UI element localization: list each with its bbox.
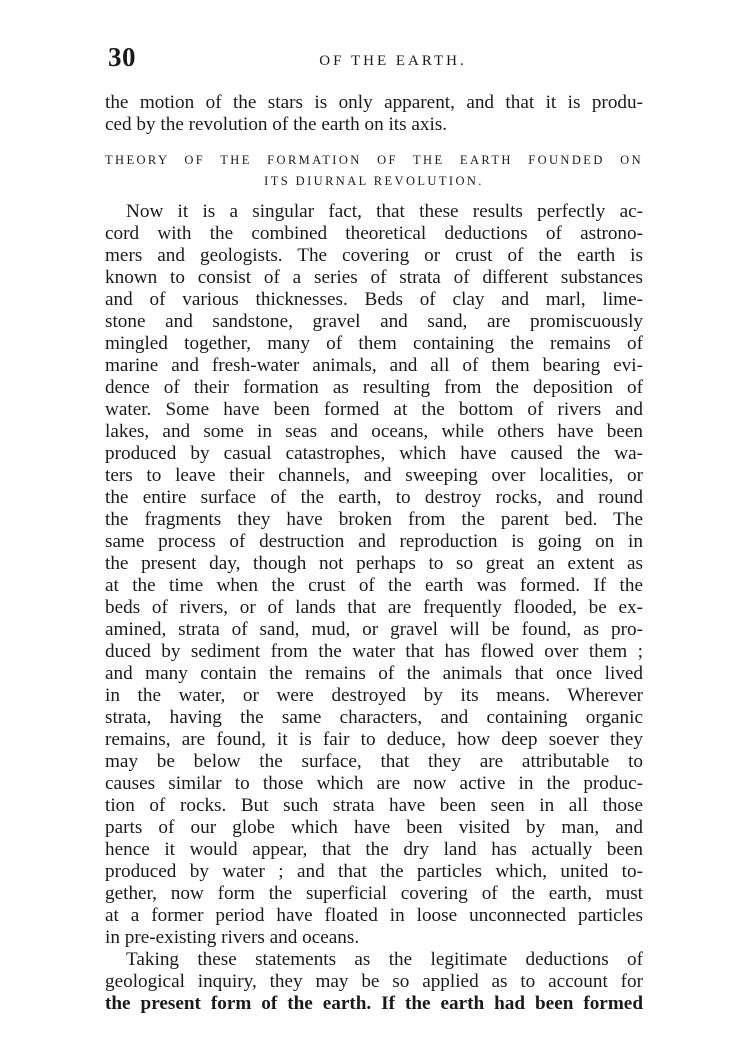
body-line: the present day, though not perhaps to so great an extent as	[105, 553, 643, 574]
body-line: amined, strata of sand, mud, or gravel will be found, as pro-	[105, 619, 643, 640]
body-line: mers and geologists. The covering or crust of the earth is	[105, 245, 643, 266]
body-line: marine and fresh-water animals, and all of them bearing evi-	[105, 355, 643, 376]
body-line: water. Some have been formed at the bottom of rivers and	[105, 399, 643, 420]
body-line: ced by the revolution of the earth on its axis.	[105, 114, 448, 135]
body-line: strata, having the same characters, and containing organic	[105, 707, 643, 728]
body-line: at a former period have floated in loose unconnected particles	[105, 905, 643, 926]
body-line: ters to leave their channels, and sweeping over localities, or	[105, 465, 643, 486]
body-line: and of various thicknesses. Beds of clay and marl, lime-	[105, 289, 643, 310]
body-line: in pre-existing rivers and oceans.	[105, 927, 360, 948]
body-line: the fragments they have broken from the parent bed. The	[105, 509, 643, 530]
section-heading: ITS DIURNAL REVOLUTION.	[264, 174, 484, 188]
body-line: duced by sediment from the water that has flowed over them ;	[105, 641, 643, 662]
body-line: Now it is a singular fact, that these results perfectly ac-	[126, 201, 643, 222]
body-line: the present form of the earth. If the earth had been formed	[105, 993, 643, 1014]
body-line: stone and sandstone, gravel and sand, are promiscuously	[105, 311, 643, 332]
body-line: parts of our globe which have been visited by man, and	[105, 817, 643, 838]
body-line: same process of destruction and reproduction is going on in	[105, 531, 643, 552]
body-line: at the time when the crust of the earth was formed. If the	[105, 575, 643, 596]
page-header	[108, 42, 648, 82]
body-line: produced by casual catastrophes, which have caused the wa-	[105, 443, 643, 464]
page-number: 30	[108, 42, 136, 72]
body-line: in the water, or were destroyed by its means. Wherever	[105, 685, 643, 706]
body-line: dence of their formation as resulting from the deposition of	[105, 377, 643, 398]
section-heading: THEORY OF THE FORMATION OF THE EARTH FOUNDED ON	[105, 153, 643, 167]
body-line: causes similar to those which are now active in the produc-	[105, 773, 643, 794]
body-line: geological inquiry, they may be so applied as to account for	[105, 971, 643, 992]
body-line: produced by water ; and that the particles which, united to-	[105, 861, 643, 882]
body-line: tion of rocks. But such strata have been seen in all those	[105, 795, 643, 816]
body-line: Taking these statements as the legitimate deductions of	[126, 949, 643, 970]
body-line: the entire surface of the earth, to destroy rocks, and round	[105, 487, 643, 508]
body-line: cord with the combined theoretical deductions of astrono-	[105, 223, 643, 244]
body-line: may be below the surface, that they are attributable to	[105, 751, 643, 772]
running-head: OF THE EARTH.	[319, 53, 467, 69]
body-line: hence it would appear, that the dry land has actually been	[105, 839, 643, 860]
body-line: beds of rivers, or of lands that are frequently flooded, be ex-	[105, 597, 643, 618]
body-line: remains, are found, it is fair to deduce, how deep soever they	[105, 729, 643, 750]
body-line: known to consist of a series of strata of different substances	[105, 267, 643, 288]
body-line: lakes, and some in seas and oceans, while others have been	[105, 421, 643, 442]
body-line: mingled together, many of them containing the remains of	[105, 333, 643, 354]
body-line: gether, now form the superficial covering of the earth, must	[105, 883, 643, 904]
body-line: the motion of the stars is only apparent, and that it is produ-	[105, 92, 643, 113]
body-line: and many contain the remains of the animals that once lived	[105, 663, 643, 684]
